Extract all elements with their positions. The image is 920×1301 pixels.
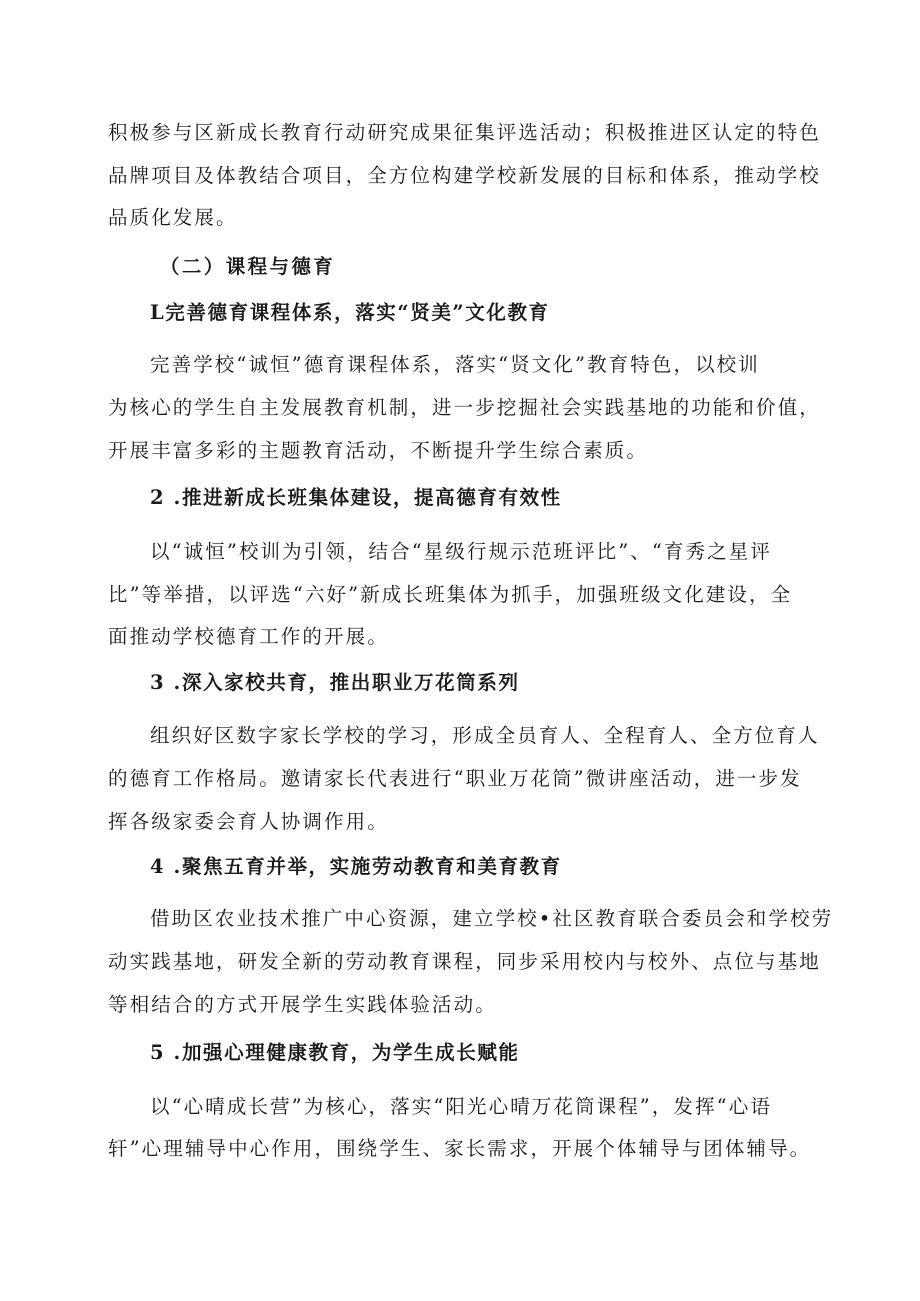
item-2-heading: 2 .推进新成长班集体建设，提高德育有效性 <box>150 486 562 509</box>
item-4-heading: 4 .聚焦五育并举，实施劳动教育和美育教育 <box>150 855 562 878</box>
item-3-line-1: 组织好区数字家长学校的学习，形成全员育人、全程育人、全方位育人 <box>150 724 820 747</box>
section-heading: （二）课程与德育 <box>160 255 336 278</box>
item-4-line-3: 等相结合的方式开展学生实践体验活动。 <box>108 993 497 1016</box>
intro-line-2: 品牌项目及体教结合项目，全方位构建学校新发展的目标和体系，推动学校 <box>108 164 821 187</box>
item-1-line-3: 开展丰富多彩的主题教育活动，不断提升学生综合素质。 <box>108 439 649 462</box>
item-3-line-2: 的德育工作格局。邀请家长代表进行“职业万花筒”微讲座活动，进一步发 <box>108 767 802 790</box>
item-4-line-1: 借助区农业技术推广中心资源，建立学校•社区教育联合委员会和学校劳 <box>150 907 834 930</box>
item-4-line-2: 动实践基地，研发全新的劳动教育课程，同步采用校内与校外、点位与基地 <box>108 950 821 973</box>
item-3-line-3: 挥各级家委会育人协调作用。 <box>108 810 389 833</box>
intro-line-3: 品质化发展。 <box>108 206 238 229</box>
intro-line-1: 积极参与区新成长教育行动研究成果征集评选活动；积极推进区认定的特色 <box>108 121 821 144</box>
item-2-line-2: 比”等举措，以评选“六好”新成长班集体为抓手，加强班级文化建设，全 <box>108 583 793 606</box>
item-5-line-1: 以“心晴成长营”为核心，落实“阳光心晴万花筒课程”，发挥“心语 <box>150 1095 772 1118</box>
item-5-heading: 5 .加强心理健康教育，为学生成长赋能 <box>150 1041 520 1064</box>
item-3-heading: 3 .深入家校共育，推出职业万花筒系列 <box>150 671 520 694</box>
item-1-heading: L完善德育课程体系，落实“贤美”文化教育 <box>150 301 550 324</box>
item-1-line-2: 为核心的学生自主发展教育机制，进一步挖掘社会实践基地的功能和价值， <box>108 396 821 419</box>
item-2-line-3: 面推动学校德育工作的开展。 <box>108 625 389 648</box>
item-2-line-1: 以“诚恒”校训为引领，结合“星级行规示范班评比”、“育秀之星评 <box>150 540 772 563</box>
item-1-line-1: 完善学校“诚恒”德育课程体系，落实“贤文化”教育特色，以校训 <box>150 353 760 376</box>
item-5-line-2: 轩”心理辅导中心作用，围绕学生、家长需求，开展个体辅导与团体辅导。 <box>108 1137 812 1160</box>
